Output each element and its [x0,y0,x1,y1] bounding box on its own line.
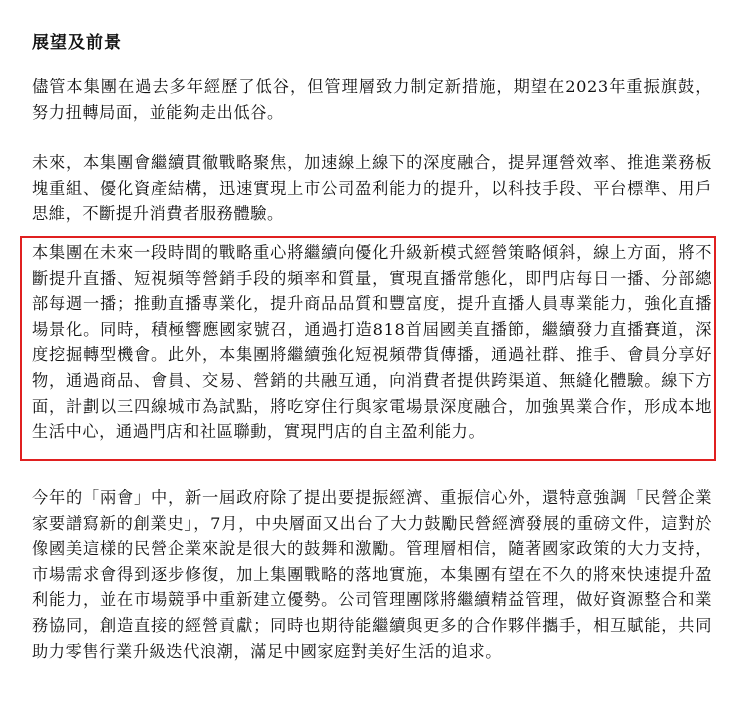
paragraph-policy-support: 今年的「兩會」中，新一屆政府除了提出要提振經濟、重振信心外，還特意強調「民營企業家要譜寫新的創業史」，7月，中央層面又出台了大力鼓勵民營經濟發展的重磅文件，這對於像國美這樣的民營企業來說是很大的鼓舞和激勵。管理層相信，隨著國家政策的大力支持，市場需求會得到逐步修復，加上集團戰略的落地實施，本集團有望在不久的將來快速提升盈利能力，並在市場競爭中重新建立優勢。公司管理團隊將繼續精益管理，做好資源整合和業務協同，創造直接的經營貢獻；同時也期待能繼續與更多的合作夥伴攜手，相互賦能，共同助力零售行業升級迭代浪潮，滿足中國家庭對美好生活的追求。 [32,488,712,661]
paragraph-strategy-focus: 未來，本集團會繼續貫徹戰略聚焦，加速線上線下的深度融合，提昇運營效率、推進業務板塊重組、優化資產結構，迅速實現上市公司盈利能力的提升，以科技手段、平台標準、用戶思維，不斷提升消費者服務體驗。 [32,153,712,224]
paragraph-live-streaming-strategy: 本集團在未來一段時間的戰略重心將繼續向優化升級新模式經營策略傾斜，線上方面，將不斷提升直播、短視頻等營銷手段的頻率和質量，實現直播常態化，即門店每日一播、分部總部每週一播；推動直播專業化，提升商品品質和豐富度，提升直播人員專業能力，強化直播場景化。同時，積極響應國家號召，通過打造818首屆國美直播節，繼續發力直播賽道，深度挖掘轉型機會。此外，本集團將繼續強化短視頻帶貨傳播，通過社群、推手、會員分享好物，通過商品、會員、交易、營銷的共融互通，向消費者提供跨渠道、無縫化體驗。線下方面，計劃以三四線城市為試點，將吃穿住行與家電場景深度融合，加強異業合作，形成本地生活中心，通過門店和社區聯動，實現門店的自主盈利能力。 [32,243,712,442]
paragraph-outlook-intro: 儘管本集團在過去多年經歷了低谷，但管理層致力制定新措施，期望在2023年重振旗鼓，努力扭轉局面，並能夠走出低谷。 [32,77,712,122]
section-heading: 展望及前景 [32,33,122,53]
